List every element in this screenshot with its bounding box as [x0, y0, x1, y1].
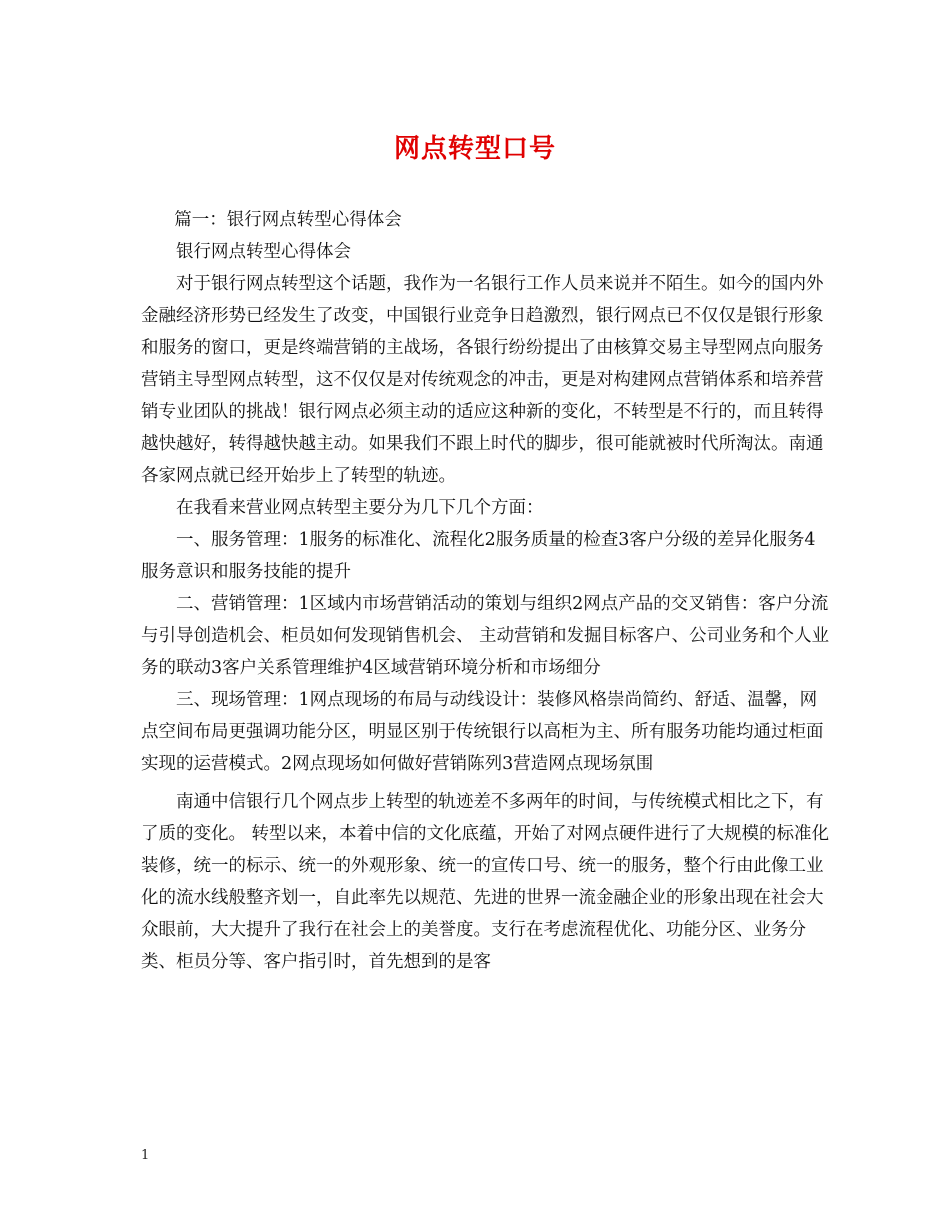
- document-body: [141, 204, 831, 978]
- paragraph-aspects: 在我看来营业网点转型主要分为几下几个方面：: [176, 498, 544, 518]
- paragraph-service-management: 一、服务管理：1服务的标准化、流程化2服务质量的检查3客户分级的差异化服务4服务意识和服务技能的提升: [141, 530, 816, 582]
- paragraph-marketing-management: 二、营销管理：1区域内市场营销活动的策划与组织2网点产品的交叉销售：客户分流与引导创造机会、柜员如何发现销售机会、 主动营销和发掘目标客户、公司业务和个人业务的联动3客户关系管理维护4区域营销环境分析和市场细分: [141, 594, 830, 678]
- paragraph-site-management: 三、现场管理：1网点现场的布局与动线设计：装修风格崇尚简约、舒适、温馨，网点空间布局更强调功能分区，明显区别于传统银行以高柜为主、所有服务功能均通过柜面实现的运营模式。2网点现场如何做好营销陈列3营造网点现场氛围: [141, 690, 824, 774]
- document-title: 网点转型口号: [393, 134, 556, 164]
- section-heading: 篇一：银行网点转型心得体会: [174, 210, 402, 230]
- article-subtitle: 银行网点转型心得体会: [176, 242, 351, 262]
- paragraph-nantong-citic: 南通中信银行几个网点步上转型的轨迹差不多两年的时间，与传统模式相比之下，有了质的变化。 转型以来，本着中信的文化底蕴，开始了对网点硬件进行了大规模的标准化装修，统一的标示、统一的外观形象、统一的宣传口号、统一的服务，整个行由此像工业化的流水线般整齐划一，自此率先以规范、先进的世界一流金融企业的形象出现在社会大众眼前，大大提升了我行在社会上的美誉度。支行在考虑流程优化、功能分区、业务分类、柜员分等、客户指引时，首先想到的是客: [141, 792, 830, 972]
- paragraph-intro: 对于银行网点转型这个话题，我作为一名银行工作人员来说并不陌生。如今的国内外金融经济形势已经发生了改变，中国银行业竞争日趋激烈，银行网点已不仅仅是银行形象和服务的窗口，更是终端营销的主战场，各银行纷纷提出了由核算交易主导型网点向服务营销主导型网点转型，这不仅仅是对传统观念的冲击，更是对构建网点营销体系和培养营销专业团队的挑战！银行网点必须主动的适应这种新的变化，不转型是不行的，而且转得越快越好，转得越快越主动。如果我们不跟上时代的脚步，很可能就被时代所淘汰。南通各家网点就已经开始步上了转型的轨迹。: [141, 274, 824, 486]
- page-number: 1: [141, 1148, 150, 1163]
